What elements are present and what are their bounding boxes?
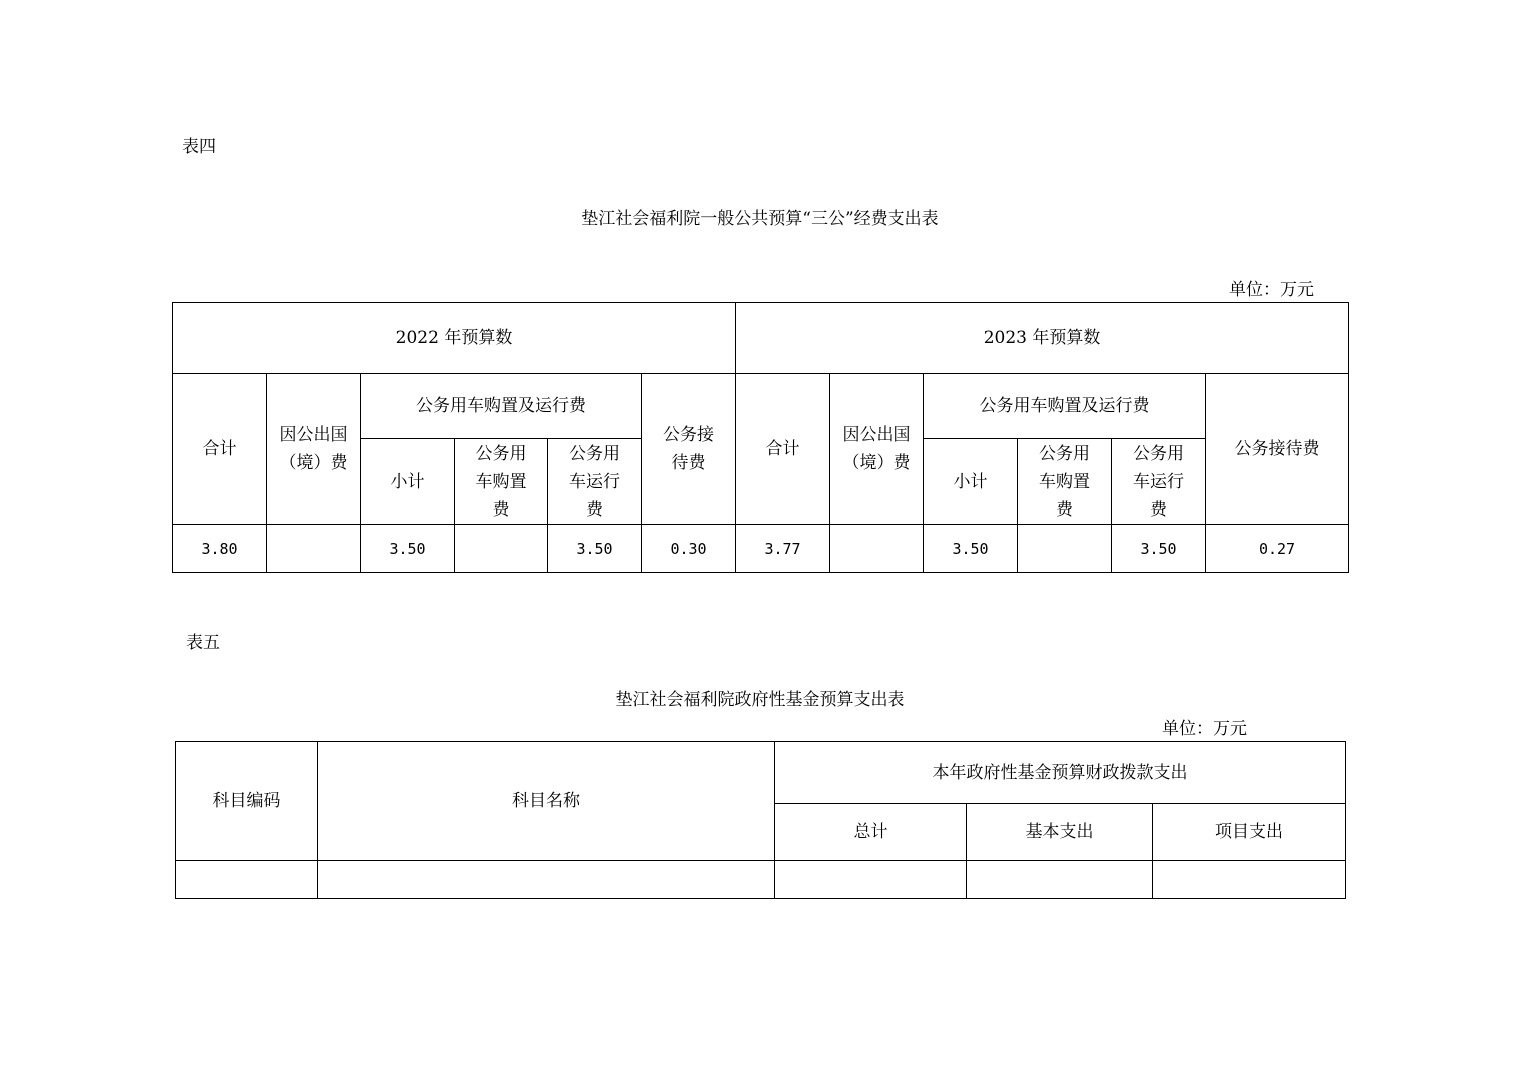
cell-name	[318, 861, 775, 899]
col-total-2022: 合计	[173, 374, 267, 525]
col-group: 本年政府性基金预算财政拨款支出	[775, 742, 1346, 804]
col-vehicle-2023: 公务用车购置及运行费	[924, 374, 1206, 439]
table4-title: 垫江社会福利院一般公共预算“三公”经费支出表	[581, 209, 939, 229]
table4-label: 表四	[182, 137, 216, 157]
table4-header-row-1	[173, 303, 1349, 374]
col-total-2023: 合计	[736, 374, 830, 525]
table5-data-row	[176, 861, 1346, 899]
cell-running-2023: 3.50	[1112, 525, 1206, 573]
col-abroad-2022: 因公出国（境）费	[267, 374, 361, 525]
sub-subtotal-2023: 小计	[924, 439, 1018, 525]
cell-running-2022: 3.50	[548, 525, 642, 573]
cell-purchase-2022	[455, 525, 548, 573]
table4	[172, 302, 1349, 573]
table4-unit: 单位：万元	[1229, 280, 1314, 300]
col-reception-2022: 公务接待费	[642, 374, 736, 525]
sub-purchase-2023: 公务用车购置费	[1018, 439, 1112, 525]
cell-code	[176, 861, 318, 899]
cell-purchase-2023	[1018, 525, 1112, 573]
table5-unit: 单位：万元	[1162, 719, 1247, 739]
group-2022-header: 2022 年预算数	[173, 303, 736, 374]
table4-data-row	[173, 525, 1349, 573]
cell-reception-2022: 0.30	[642, 525, 736, 573]
cell-basic	[967, 861, 1153, 899]
cell-reception-2023: 0.27	[1206, 525, 1349, 573]
col-code: 科目编码	[176, 742, 318, 861]
sub-running-2023: 公务用车运行费	[1112, 439, 1206, 525]
cell-project	[1153, 861, 1346, 899]
col-abroad-2023: 因公出国（境）费	[830, 374, 924, 525]
sub-running-2022: 公务用车运行费	[548, 439, 642, 525]
group-2023-header: 2023 年预算数	[736, 303, 1349, 374]
sub-project: 项目支出	[1153, 804, 1346, 861]
cell-abroad-2022	[267, 525, 361, 573]
sub-basic: 基本支出	[967, 804, 1153, 861]
table5-label: 表五	[186, 633, 220, 653]
table5-header-row-1	[176, 742, 1346, 804]
sub-subtotal-2022: 小计	[361, 439, 455, 525]
cell-total	[775, 861, 967, 899]
table5	[175, 741, 1346, 899]
cell-subtotal-2022: 3.50	[361, 525, 455, 573]
sub-total: 总计	[775, 804, 967, 861]
col-reception-2023: 公务接待费	[1206, 374, 1349, 525]
cell-total-2022: 3.80	[173, 525, 267, 573]
col-vehicle-2022: 公务用车购置及运行费	[361, 374, 642, 439]
table4-header-row-2	[173, 374, 1349, 439]
table5-title: 垫江社会福利院政府性基金预算支出表	[615, 690, 905, 710]
cell-subtotal-2023: 3.50	[924, 525, 1018, 573]
cell-total-2023: 3.77	[736, 525, 830, 573]
col-name: 科目名称	[318, 742, 775, 861]
sub-purchase-2022: 公务用车购置费	[455, 439, 548, 525]
cell-abroad-2023	[830, 525, 924, 573]
